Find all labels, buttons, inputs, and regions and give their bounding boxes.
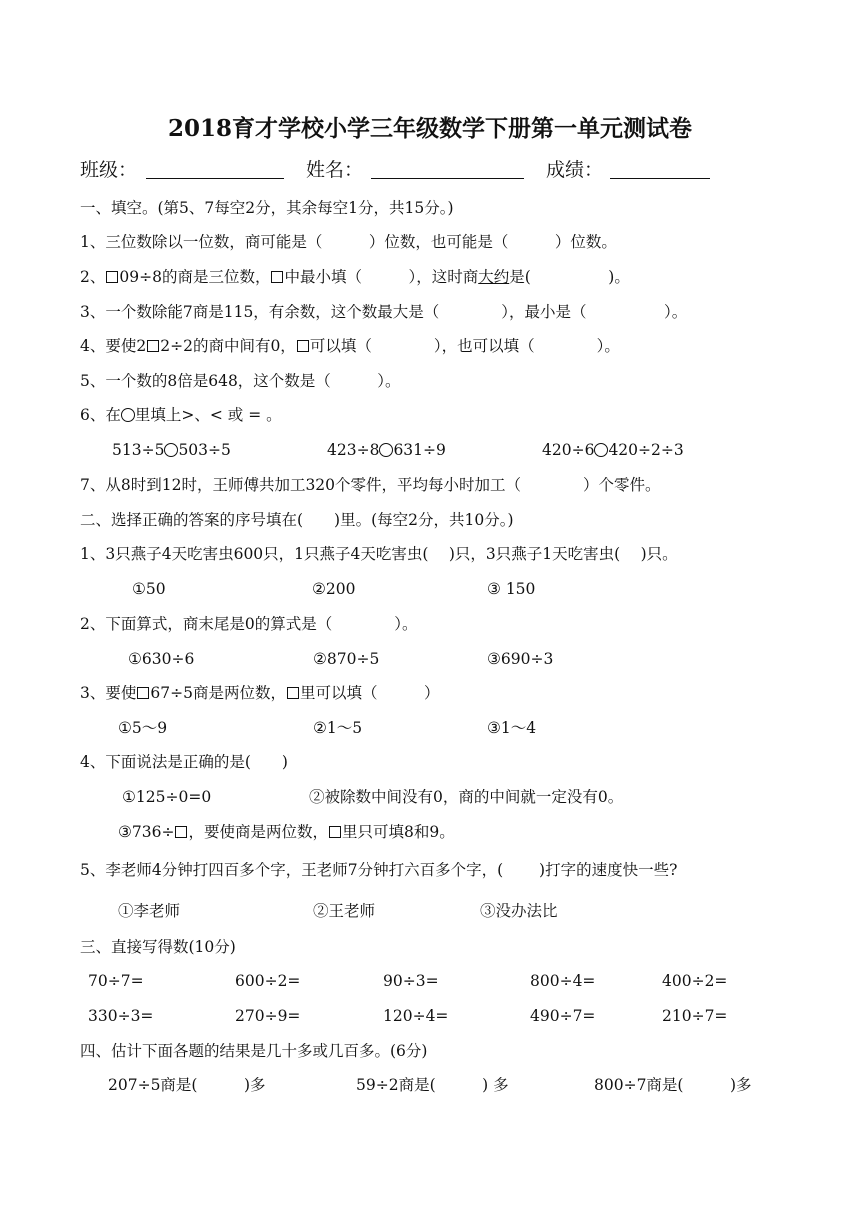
calc-item: 70÷7=	[88, 972, 144, 990]
section-3-heading: 三、直接写得数(10分)	[80, 938, 236, 956]
s1-q7: 7、从8时到12时，王师傅共加工320个零件，平均每小时加工（ ）个零件。	[80, 476, 661, 494]
class-label: 班级：	[80, 159, 138, 181]
name-field[interactable]	[371, 178, 524, 179]
name-label: 姓名：	[306, 159, 364, 181]
calc-item: 400÷2=	[662, 972, 728, 990]
blank-square-icon	[175, 826, 187, 838]
s2-q1: 1、3只燕子4天吃害虫600只，1只燕子4天吃害虫( )只，3只燕子1天吃害虫( )只。	[80, 545, 678, 563]
calc-item: 210÷7=	[662, 1007, 728, 1025]
calc-item: 120÷4=	[383, 1007, 449, 1025]
option: ①125÷0=0	[122, 788, 212, 806]
option: ③没办法比	[480, 902, 558, 920]
option: ①630÷6	[128, 650, 195, 668]
estimate-item: 207÷5商是( )多	[108, 1076, 266, 1094]
blank-circle-icon	[121, 408, 135, 422]
blank-square-icon	[147, 340, 159, 352]
section-4-heading: 四、估计下面各题的结果是几十多或几百多。(6分)	[80, 1042, 428, 1060]
s1-q6: 6、在 里填上>、< 或 = 。	[80, 406, 282, 424]
option: ③ 150	[487, 580, 536, 598]
estimate-item: 800÷7商是( )多	[594, 1076, 752, 1094]
section-1-heading: 一、填空。(第5、7每空2分，其余每空1分，共15分。)	[80, 199, 454, 217]
s1-q4: 4、要使2 2÷2的商中间有0， 可以填（ ），也可以填（ ）。	[80, 337, 620, 355]
option: ②1～5	[313, 719, 363, 737]
blank-square-icon	[297, 340, 309, 352]
calc-item: 330÷3=	[88, 1007, 154, 1025]
score-field[interactable]	[610, 178, 710, 179]
s1-q2: 2、 09÷8的商是三位数， 中最小填（ ），这时商大约是( )。	[80, 268, 630, 286]
class-field[interactable]	[146, 178, 284, 179]
option: ②870÷5	[313, 650, 380, 668]
blank-circle-icon	[164, 443, 178, 457]
option: ③1～4	[487, 719, 537, 737]
option: ①5～9	[118, 719, 168, 737]
compare-item: 420÷6 420÷2÷3	[542, 441, 684, 459]
blank-square-icon	[287, 687, 299, 699]
option: ②王老师	[313, 902, 376, 920]
section-2-heading: 二、选择正确的答案的序号填在( )里。(每空2分，共10分。)	[80, 511, 514, 529]
estimate-item: 59÷2商是( ) 多	[356, 1076, 509, 1094]
s1-q5: 5、一个数的8倍是648，这个数是（ ）。	[80, 372, 401, 390]
s1-q1: 1、三位数除以一位数，商可能是（ ）位数，也可能是（ ）位数。	[80, 233, 617, 251]
page-title: 2018育才学校小学三年级数学下册第一单元测试卷	[167, 115, 692, 142]
blank-circle-icon	[379, 443, 393, 457]
s2-q3: 3、要使 67÷5商是两位数， 里可以填（ ）	[80, 684, 440, 702]
calc-item: 270÷9=	[235, 1007, 301, 1025]
option: ③690÷3	[487, 650, 554, 668]
s2-q2: 2、下面算式，商末尾是0的算式是（ ）。	[80, 615, 418, 633]
blank-square-icon	[137, 687, 149, 699]
calc-item: 600÷2=	[235, 972, 301, 990]
calc-item: 90÷3=	[383, 972, 439, 990]
compare-item: 423÷8 631÷9	[327, 441, 446, 459]
option: ①50	[132, 580, 166, 598]
s2-q5: 5、李老师4分钟打四百多个字，王老师7分钟打六百多个字，( )打字的速度快一些?	[80, 861, 678, 879]
s1-q3: 3、一个数除能7商是115，有余数，这个数最大是（ ），最小是（ ）。	[80, 303, 688, 321]
compare-item: 513÷5 503÷5	[112, 441, 231, 459]
blank-square-icon	[329, 826, 341, 838]
option: ②被除数中间没有0，商的中间就一定没有0。	[309, 788, 624, 806]
blank-square-icon	[271, 271, 283, 283]
score-label: 成绩：	[546, 159, 604, 181]
blank-circle-icon	[594, 443, 608, 457]
s2-q4: 4、下面说法是正确的是( )	[80, 753, 288, 771]
calc-item: 490÷7=	[530, 1007, 596, 1025]
calc-item: 800÷4=	[530, 972, 596, 990]
option: ②200	[312, 580, 356, 598]
option: ①李老师	[118, 902, 181, 920]
option: ③736÷ ，要使商是两位数， 里只可填8和9。	[118, 823, 455, 841]
blank-square-icon	[106, 271, 118, 283]
